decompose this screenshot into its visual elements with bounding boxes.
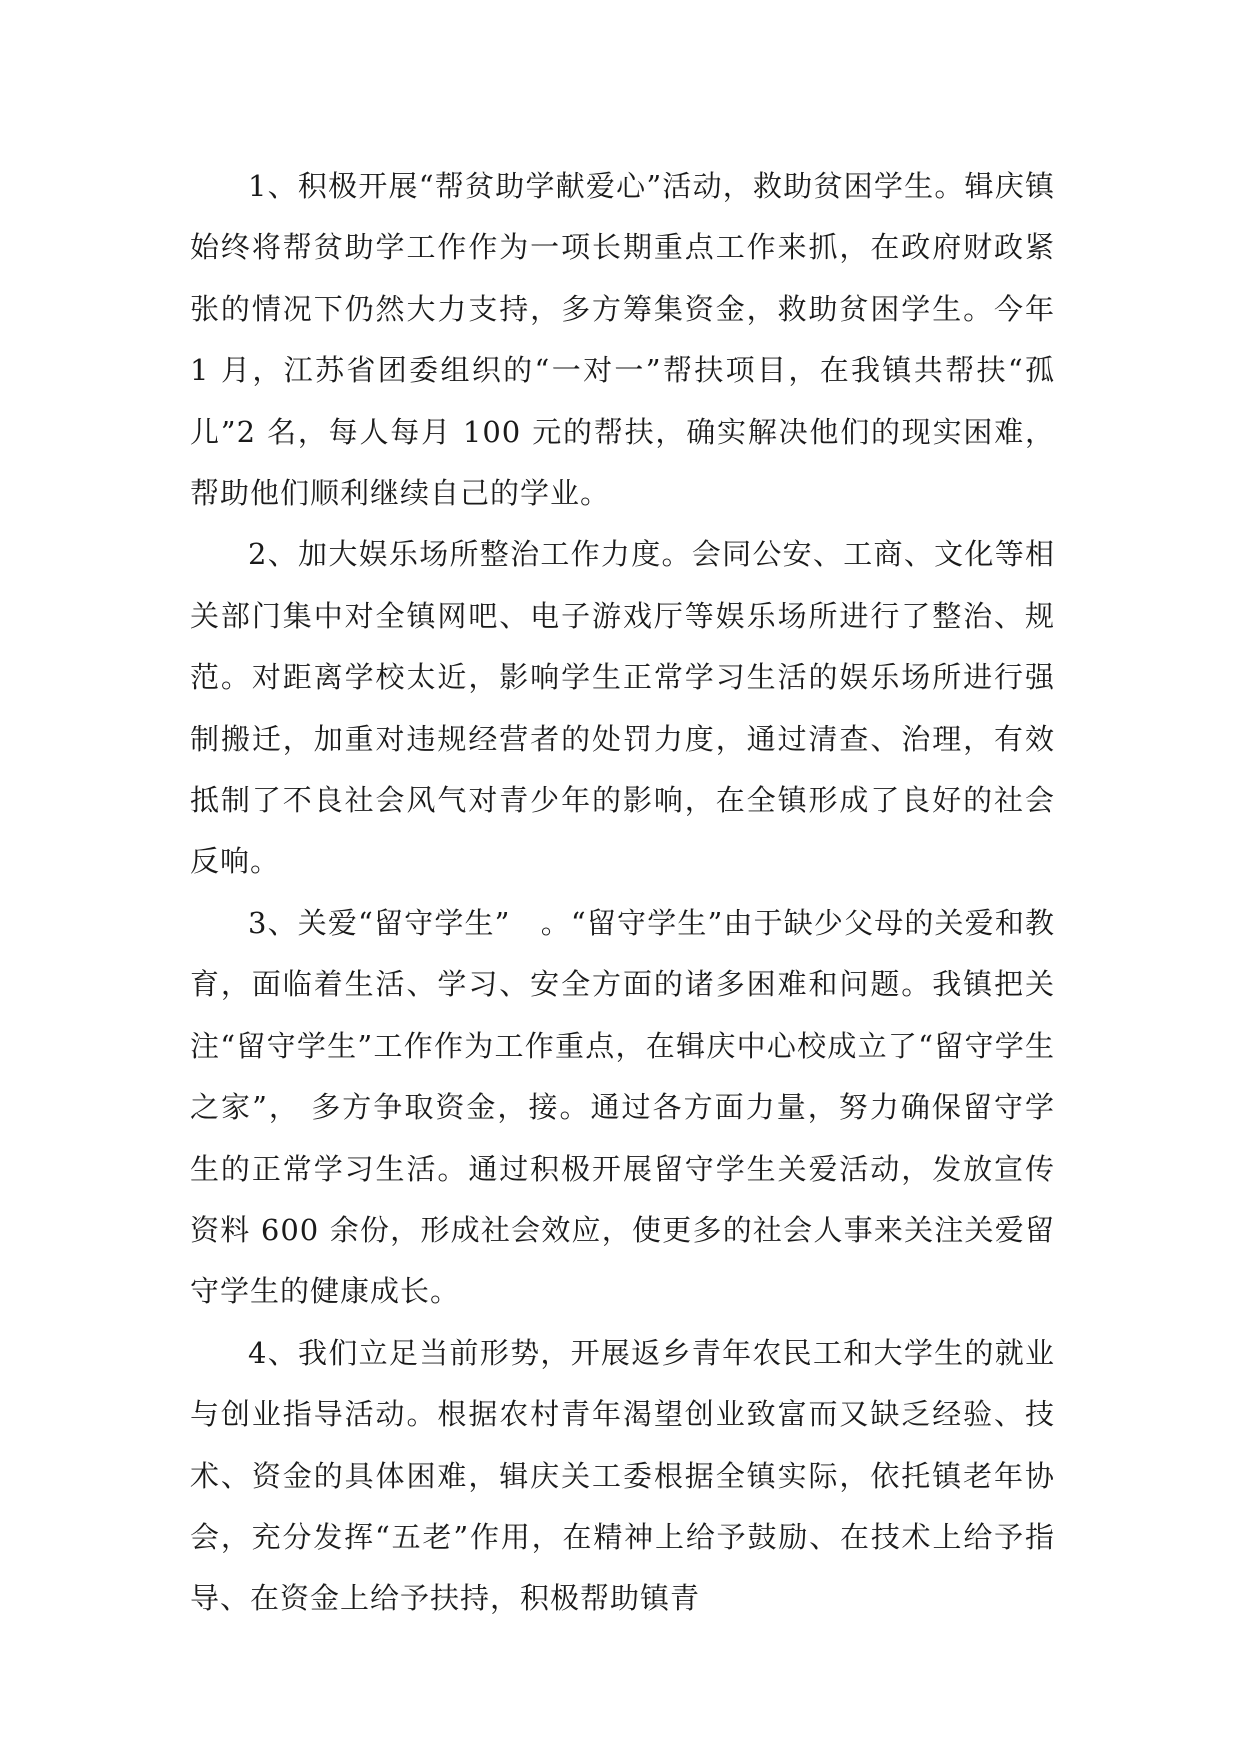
paragraph-1: 1、积极开展“帮贫助学献爱心”活动，救助贫困学生。辑庆镇始终将帮贫助学工作作为一项长期重点工作来抓，在政府财政紧张的情况下仍然大力支持，多方筹集资金，救助贫困学生。今年 1 月，江苏省团委组织的“一对一”帮扶项目，在我镇共帮扶“孤儿”2 名，每人每月 100 元的帮扶，确实解决他们的现实困难，帮助他们顺利继续自己的学业。 (190, 169, 1055, 511)
document-body (190, 156, 1055, 1630)
paragraph-3: 3、关爱“留守学生” 。“留守学生”由于缺少父母的关爱和教育，面临着生活、学习、安全方面的诸多困难和问题。我镇把关注“留守学生”工作作为工作重点，在辑庆中心校成立了“留守学生之家”， 多方争取资金，接。通过各方面力量，努力确保留守学生的正常学习生活。通过积极开展留守学生关爱活动，发放宣传资料 600 余份，形成社会效应，使更多的社会人事来关注关爱留守学生的健康成长。 (190, 905, 1055, 1309)
paragraph-2: 2、加大娱乐场所整治工作力度。会同公安、工商、文化等相关部门集中对全镇网吧、电子游戏厅等娱乐场所进行了整治、规范。对距离学校太近，影响学生正常学习生活的娱乐场所进行强制搬迁，加重对违规经营者的处罚力度，通过清查、治理，有效抵制了不良社会风气对青少年的影响，在全镇形成了良好的社会反响。 (190, 537, 1055, 879)
paragraph-4: 4、我们立足当前形势，开展返乡青年农民工和大学生的就业与创业指导活动。根据农村青年渴望创业致富而又缺乏经验、技术、资金的具体困难，辑庆关工委根据全镇实际，依托镇老年协会，充分发挥“五老”作用，在精神上给予鼓励、在技术上给予指导、在资金上给予扶持，积极帮助镇青 (190, 1335, 1055, 1616)
